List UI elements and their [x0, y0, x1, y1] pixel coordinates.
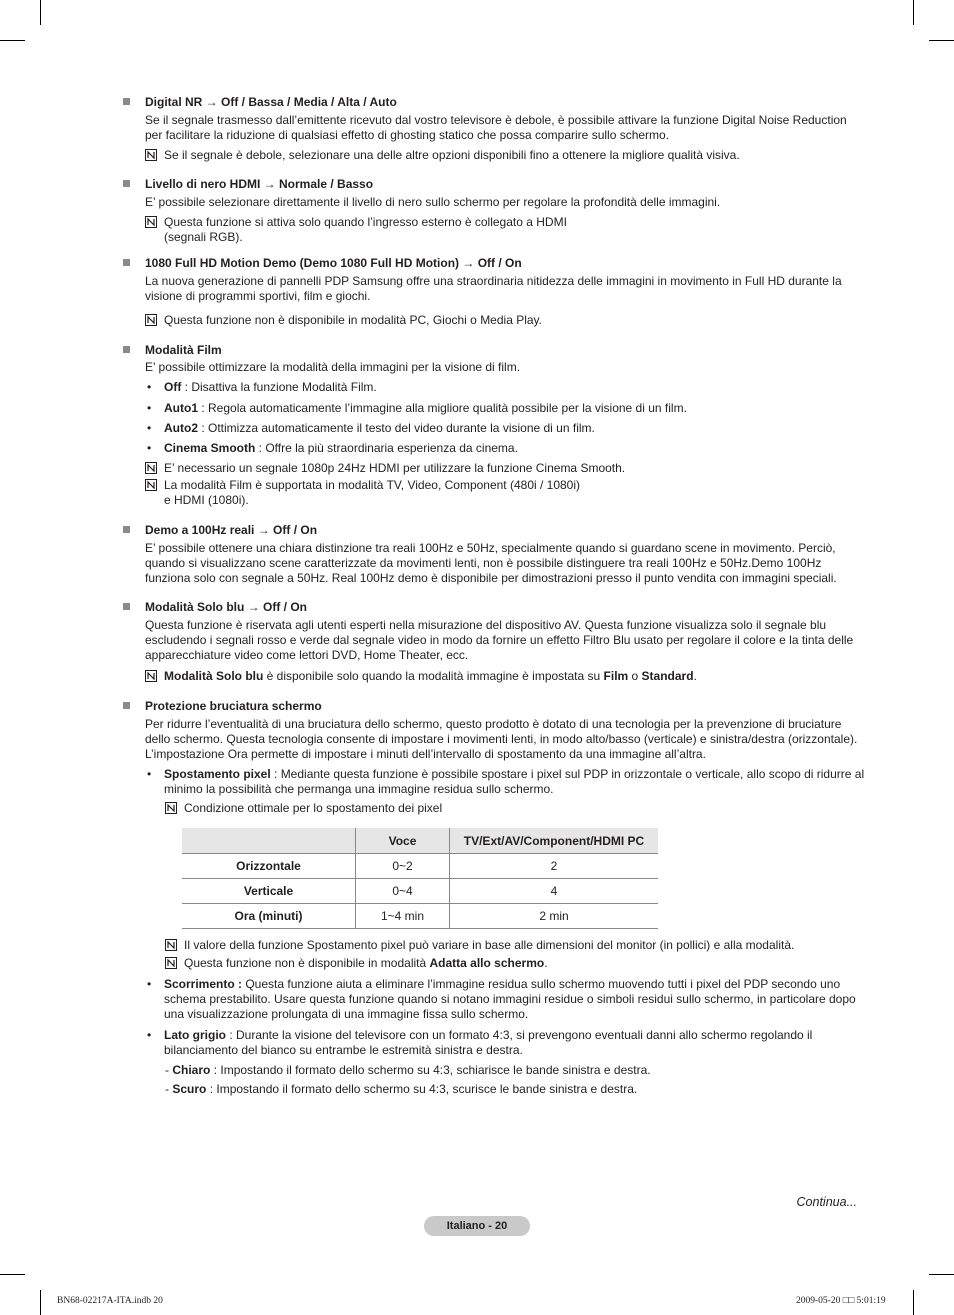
note: Modalità Solo blu è disponibile solo quando la modalità immagine è impostata su Film o Standard.: [145, 669, 879, 684]
note-icon: [145, 479, 157, 491]
section-body: Se il segnale trasmesso dall’emittente ricevuto dal vostro televisore è debole, è possibile attivare la funzione Digital Noise Reduction per facilitare la riduzione di qualsiasi effetto di ghosting statico che possa comparire sullo schermo.: [145, 113, 847, 142]
crop-mark: [913, 1290, 914, 1315]
square-bullet-icon: [123, 346, 130, 353]
crop-mark: [0, 40, 25, 41]
continue-label: Continua...: [796, 1195, 857, 1209]
note: Il valore della funzione Spostamento pixel può variare in base alle dimensioni del monitor (in pollici) e alla modalità.: [165, 938, 879, 953]
note-icon: [145, 216, 157, 228]
table-header-cell: [182, 828, 356, 854]
table-header-cell: TV/Ext/AV/Component/HDMI PC: [450, 828, 659, 854]
list-item: • Scorrimento : Questa funzione aiuta a eliminare l’immagine residua sullo schermo muovendo tutti i pixel del PDP secondo uno schema prestabilito. Usare questa funzione quando si notano immagini residue o simboli residui sullo schermo, in particolare dopo una visualizzazione prolungata di una immagine fissa sullo schermo.: [147, 977, 856, 1021]
square-bullet-icon: [123, 702, 130, 709]
section-body: E’ possibile selezionare direttamente il livello di nero sullo schermo per regolare la profondità delle immagini.: [145, 195, 721, 209]
list-item: • Spostamento pixel : Mediante questa funzione è possibile spostare i pixel sul PDP in orizzontale o verticale, allo scopo di ridurre al minimo la possibilità che permanga una immagine residua sullo schermo.: [147, 767, 865, 796]
table-row: [182, 904, 658, 929]
note: Questa funzione si attiva solo quando l’ingresso esterno è collegato a HDMI (segnali RGB).: [145, 215, 879, 245]
note-icon: [145, 670, 157, 682]
crop-mark: [0, 1274, 25, 1275]
note: Questa funzione non è disponibile in modalità Adatta allo schermo.: [165, 956, 879, 971]
note-icon: [145, 149, 157, 161]
crop-mark: [929, 1274, 954, 1275]
page-number-badge: Italiano - 20: [424, 1216, 530, 1236]
table-row: [182, 879, 658, 904]
note-icon: [165, 939, 177, 951]
note-icon: [165, 802, 177, 814]
crop-mark: [929, 40, 954, 41]
list-item: • Auto2 : Ottimizza automaticamente il testo del video durante la visione di un film.: [147, 421, 595, 435]
list-item: • Off : Disattiva la funzione Modalità Film.: [147, 380, 377, 394]
square-bullet-icon: [123, 98, 130, 105]
square-bullet-icon: [123, 526, 130, 533]
square-bullet-icon: [123, 180, 130, 187]
table-cell: 2: [450, 854, 659, 879]
list-item: • Cinema Smooth : Offre la più straordinaria esperienza da cinema.: [147, 441, 518, 455]
table-cell: Verticale: [182, 879, 356, 904]
table-cell: 0~2: [356, 854, 450, 879]
section-title-hdmi-black: Livello di nero HDMI → Normale / Basso: [123, 177, 373, 192]
section-title-digital-nr: Digital NR → Off / Bassa / Media / Alta / Auto: [123, 95, 397, 110]
sub-list-item: - Chiaro : Impostando il formato dello schermo su 4:3, schiarisce le bande sinistra e destra.: [165, 1063, 651, 1077]
table-cell: 1~4 min: [356, 904, 450, 929]
table-cell: 2 min: [450, 904, 659, 929]
note: Questa funzione non è disponibile in modalità PC, Giochi o Media Play.: [145, 313, 879, 328]
table-cell: Ora (minuti): [182, 904, 356, 929]
pixel-shift-table: [182, 828, 658, 929]
section-body: La nuova generazione di pannelli PDP Samsung offre una straordinaria nitidezza delle immagini in movimento in Full HD durante la visione di programmi sportivi, film e giochi.: [145, 274, 842, 303]
table-header-row: [182, 828, 658, 854]
table-row: [182, 854, 658, 879]
note: Condizione ottimale per lo spostamento dei pixel: [165, 801, 879, 816]
list-item: • Lato grigio : Durante la visione del televisore con un formato 4:3, si prevengono eventuali danni allo schermo regolando il bilanciamento del bianco su entrambe le estremità sinistra e destra.: [147, 1028, 813, 1057]
note: E’ necessario un segnale 1080p 24Hz HDMI per utilizzare la funzione Cinema Smooth.: [145, 461, 879, 476]
section-body: E’ possibile ottimizzare la modalità della immagini per la visione di film.: [145, 360, 521, 374]
table-cell: 0~4: [356, 879, 450, 904]
footer-datetime: 2009-05-20 □□ 5:01:19: [796, 1296, 886, 1306]
section-title-motion-demo: 1080 Full HD Motion Demo (Demo 1080 Full HD Motion) → Off / On: [123, 256, 522, 271]
square-bullet-icon: [123, 259, 130, 266]
section-title-blue-only: Modalità Solo blu → Off / On: [123, 600, 307, 615]
note: La modalità Film è supportata in modalità TV, Video, Component (480i / 1080i) e HDMI (1080i).: [145, 478, 879, 508]
note-icon: [145, 314, 157, 326]
section-title-film-mode: Modalità Film: [123, 343, 222, 358]
section-body: Questa funzione è riservata agli utenti esperti nella misurazione del dispositivo AV. Questa funzione visualizza solo il segnale blu escludendo i segnali rosso e verde dal segnale video in modo da fornire un effetto Filtro Blu usato per regolare il colore e la tinta delle apparecchiature video come lettori DVD, Home Theater, ecc.: [145, 618, 854, 662]
square-bullet-icon: [123, 603, 130, 610]
section-title-demo-100hz: Demo a 100Hz reali → Off / On: [123, 523, 317, 538]
crop-mark: [40, 1290, 41, 1315]
note-icon: [145, 462, 157, 474]
crop-mark: [40, 0, 41, 25]
section-body: Per ridurre l’eventualità di una bruciatura dello schermo, questo prodotto è dotato di una tecnologia per la prevenzione di bruciature dello schermo. Questa tecnologia consente di impostare i movimenti lenti, in modo alto/basso (verticale) e sinistra/destra (orizzontale). L’impostazione Ora permette di impostare i minuti dell’intervallo di spostamento da una immagine all’altra.: [145, 717, 858, 761]
section-title-burn-protection: Protezione bruciatura schermo: [123, 699, 322, 714]
note-icon: [165, 957, 177, 969]
table-cell: 4: [450, 879, 659, 904]
note: Se il segnale è debole, selezionare una delle altre opzioni disponibili fino a ottenere la migliore qualità visiva.: [145, 148, 879, 163]
section-body: E’ possibile ottenere una chiara distinzione tra reali 100Hz e 50Hz, specialmente quando si guardano scene in movimento. Perciò, quando si visualizzano scene caratterizzate da movimenti lenti, non è possibile distinguere tra reali 100Hz e 50Hz.Demo 100Hz funziona solo con segnale a 50Hz. Real 100Hz demo è disponibile per dimostrazioni presso il punto vendita con immagini speciali.: [145, 541, 837, 585]
sub-list-item: - Scuro : Impostando il formato dello schermo su 4:3, scurisce le bande sinistra e destra.: [165, 1082, 638, 1096]
list-item: • Auto1 : Regola automaticamente l’immagine alla migliore qualità possibile per la visione di un film.: [147, 401, 687, 415]
table-cell: Orizzontale: [182, 854, 356, 879]
footer-file: BN68-02217A-ITA.indb 20: [57, 1296, 163, 1306]
crop-mark: [913, 0, 914, 25]
table-header-cell: Voce: [356, 828, 450, 854]
